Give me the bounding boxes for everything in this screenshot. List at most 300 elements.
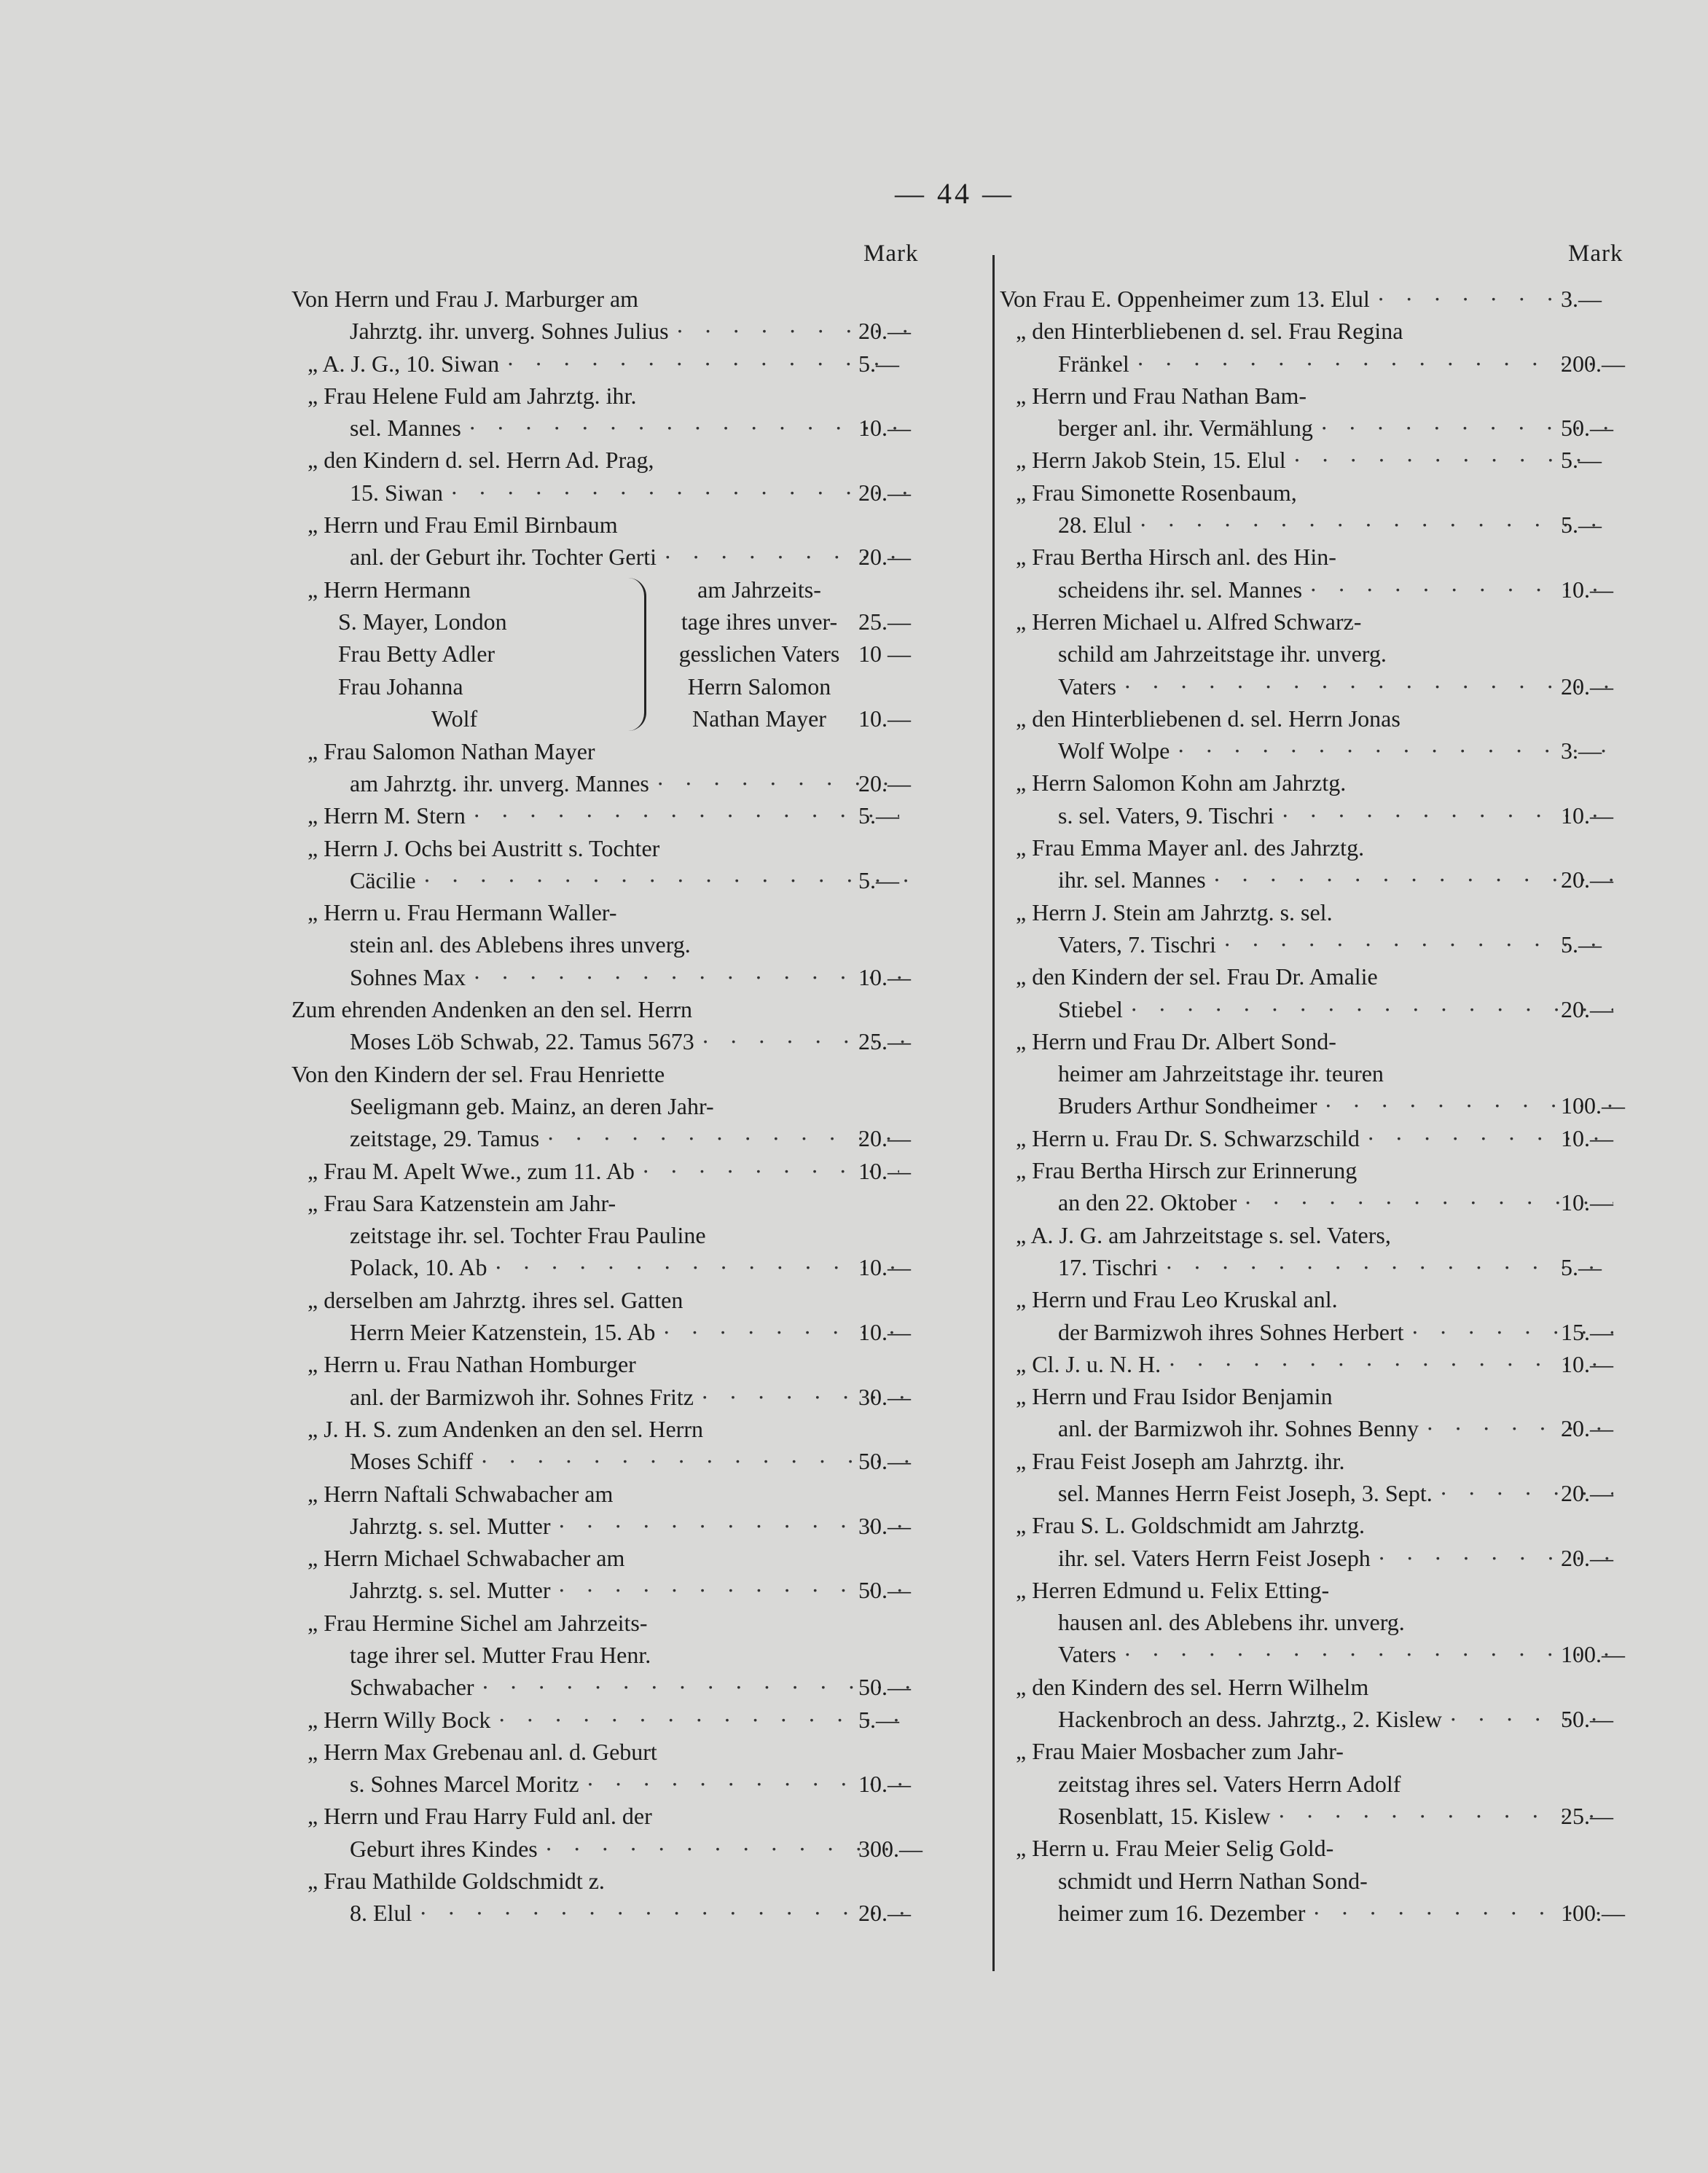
entry-text: Stiebel <box>1058 995 1123 1022</box>
entry-line <box>291 1381 911 1413</box>
amount: 50.— <box>858 1577 911 1604</box>
amount: 20.— <box>858 1125 911 1152</box>
entry-line <box>1000 606 1602 638</box>
amount: 20.— <box>1561 995 1613 1022</box>
amount: 5.— <box>858 866 899 893</box>
occasion-line: Herrn Salomon <box>687 673 831 700</box>
entry-line <box>291 928 911 960</box>
dot-leader <box>1286 444 1602 476</box>
entry-text: „ Frau Bertha Hirsch anl. des Hin- <box>1016 544 1336 571</box>
entry-text: Geburt ihres Kindes <box>350 1835 538 1862</box>
entry-text: „ Herrn Willy Bock <box>307 1706 491 1733</box>
amount: 100.— <box>1561 1641 1625 1668</box>
dot-leader <box>1237 1186 1613 1218</box>
entry-text: zeitstag ihres sel. Vaters Herrn Adolf <box>1058 1770 1401 1797</box>
entry-line <box>1000 1412 1613 1444</box>
dot-leader <box>416 864 911 896</box>
entry-line <box>291 412 911 444</box>
dot-leader <box>551 1510 912 1542</box>
amount: 50.— <box>1561 1706 1613 1733</box>
curly-brace <box>628 578 646 731</box>
entry-line <box>291 444 899 476</box>
amount: 25.— <box>858 608 911 635</box>
entry-line <box>1000 1509 1602 1541</box>
occasion-line: gesslichen Vaters <box>678 641 840 667</box>
donation-entry <box>1000 477 1656 541</box>
donation-entry <box>291 380 947 445</box>
group-name-line: Frau Johanna <box>338 673 463 700</box>
entry-text: Jahrztg. s. sel. Mutter <box>350 1512 551 1539</box>
amount: 10.— <box>1561 1189 1613 1216</box>
dot-leader <box>487 1251 911 1283</box>
donation-entry <box>291 444 947 509</box>
dot-leader <box>1129 348 1613 380</box>
donation-entry <box>291 1736 947 1801</box>
entry-text: „ A. J. G. am Jahrzeitstage s. sel. Vaters, <box>1016 1221 1391 1248</box>
entry-text: „ Frau Emma Mayer anl. des Jahrztg. <box>1016 834 1365 861</box>
amount: 10.— <box>858 1254 911 1281</box>
mark-column-header: Mark <box>863 240 919 267</box>
entry-text: anl. der Barmizwoh ihr. Sohnes Benny <box>1058 1415 1419 1442</box>
donation-group <box>291 573 947 735</box>
entry-text: Rosenblatt, 15. Kislew <box>1058 1802 1271 1829</box>
amount: 20.— <box>858 479 911 506</box>
entry-text: „ Herrn u. Frau Meier Selig Gold- <box>1016 1835 1334 1862</box>
dot-leader <box>461 412 911 444</box>
entry-text: „ Frau Feist Joseph am Jahrztg. ihr. <box>1016 1447 1345 1474</box>
entry-line <box>291 735 899 767</box>
entry-text: anl. der Barmizwoh ihr. Sohnes Fritz <box>350 1383 694 1410</box>
amount: 50.— <box>1561 415 1613 442</box>
entry-text: „ Frau Maier Mosbacher zum Jahr- <box>1016 1738 1344 1765</box>
donation-entry <box>1000 315 1656 380</box>
entry-line <box>291 477 911 509</box>
amount: 5.— <box>858 1706 899 1733</box>
donation-entry <box>291 1413 947 1478</box>
entry-text: „ Herren Edmund u. Felix Etting- <box>1016 1576 1330 1603</box>
donation-entry <box>1000 1122 1656 1154</box>
entry-line <box>291 1445 911 1477</box>
entry-line <box>1000 960 1602 992</box>
entry-line <box>1000 670 1613 702</box>
entry-line <box>291 509 899 541</box>
amount: 50.— <box>858 1448 911 1475</box>
donation-entry <box>291 509 947 573</box>
donation-entry <box>1000 831 1656 896</box>
entry-line <box>1000 444 1602 476</box>
mark-column-header: Mark <box>1568 240 1623 267</box>
dot-leader <box>1370 283 1555 315</box>
entry-text: Bruders Arthur Sondheimer <box>1058 1092 1317 1119</box>
entry-text: Herrn Meier Katzenstein, 15. Ab <box>350 1319 656 1346</box>
group-occasion <box>650 573 869 735</box>
donation-entry <box>1000 1509 1656 1574</box>
entry-line <box>1000 1057 1613 1089</box>
entry-text: Jahrztg. ihr. unverg. Sohnes Julius <box>350 318 669 345</box>
entry-text: der Barmizwoh ihres Sohnes Herbert <box>1058 1318 1404 1345</box>
entry-text: „ den Kindern d. sel. Herrn Ad. Prag, <box>307 447 654 474</box>
dot-leader <box>1132 509 1613 541</box>
amount: 20.— <box>858 770 911 796</box>
donation-entry <box>291 1800 947 1865</box>
amount: 5.— <box>1561 512 1602 539</box>
entry-text: „ den Kindern des sel. Herrn Wilhelm <box>1016 1673 1369 1700</box>
dot-leader <box>499 348 899 380</box>
amount: 30.— <box>858 1512 911 1539</box>
entry-text: 28. Elul <box>1058 512 1132 539</box>
entry-text: Zum ehrenden Andenken an den sel. Herrn <box>291 996 693 1023</box>
entry-line <box>291 1542 899 1574</box>
amount: 200.— <box>1561 350 1625 377</box>
entry-text: „ Herrn Max Grebenau anl. d. Geburt <box>307 1738 657 1765</box>
amount: 5.— <box>1561 447 1602 474</box>
entry-line <box>291 961 911 993</box>
entry-text: „ Frau Sara Katzenstein am Jahr- <box>307 1189 616 1216</box>
entry-text: schild am Jahrzeitstage ihr. unverg. <box>1058 641 1387 667</box>
group-name-line: Frau Betty Adler <box>338 641 495 667</box>
entry-text: „ Cl. J. u. N. H. <box>1016 1350 1161 1377</box>
entry-text: „ den Kindern der sel. Frau Dr. Amalie <box>1016 963 1378 990</box>
entry-text: „ Herrn Salomon Kohn am Jahrztg. <box>1016 770 1347 796</box>
amount: 10.— <box>858 1157 911 1184</box>
entry-line <box>291 1478 899 1510</box>
amount: 3.— <box>1561 737 1602 764</box>
donation-entry <box>1000 1219 1656 1284</box>
amount: 30.— <box>858 1383 911 1410</box>
entry-text: „ Herrn Michael Schwabacher am <box>307 1545 625 1572</box>
donation-entry <box>291 1155 947 1187</box>
entry-line <box>1000 1477 1613 1509</box>
entry-line <box>1000 767 1602 799</box>
entry-line <box>1000 1316 1613 1348</box>
amount: 5.— <box>1561 931 1602 958</box>
entry-text: „ Frau Salomon Nathan Mayer <box>307 737 595 764</box>
entry-line <box>1000 348 1625 380</box>
entry-line <box>1000 864 1613 896</box>
entry-line <box>291 1607 899 1639</box>
amount: 25.— <box>1561 1802 1613 1829</box>
donation-entry <box>1000 1735 1656 1832</box>
donation-entry <box>1000 896 1656 961</box>
entry-text: sel. Mannes Herrn Feist Joseph, 3. Sept. <box>1058 1479 1433 1506</box>
entry-text: „ Herrn M. Stern <box>307 802 466 829</box>
entry-line <box>291 799 899 831</box>
entry-text: tage ihrer sel. Mutter Frau Henr. <box>350 1641 651 1668</box>
dot-leader <box>1161 1348 1602 1380</box>
entry-line <box>1000 477 1602 509</box>
dot-leader <box>466 961 911 993</box>
entry-text: ihr. sel. Vaters Herrn Feist Joseph <box>1058 1544 1371 1571</box>
entry-text: Jahrztg. s. sel. Mutter <box>350 1577 551 1604</box>
entry-line <box>1000 831 1602 864</box>
entry-line <box>1000 1703 1613 1735</box>
entry-line <box>291 1090 911 1122</box>
amount: 20.— <box>858 1900 911 1927</box>
entry-text: am Jahrztg. ihr. unverg. Mannes <box>350 770 649 796</box>
donation-entry <box>1000 1574 1656 1671</box>
entry-line <box>291 380 899 412</box>
dot-leader <box>466 799 899 831</box>
entry-line <box>291 1510 911 1542</box>
donation-entry <box>291 1704 947 1736</box>
entry-line <box>1000 1897 1625 1929</box>
entry-line <box>1000 315 1602 347</box>
amount: 10.— <box>1561 1124 1613 1151</box>
donation-entry <box>1000 767 1656 831</box>
entry-text: „ Herrn u. Frau Dr. S. Schwarzschild <box>1016 1124 1360 1151</box>
amount: 15.— <box>1561 1318 1613 1345</box>
entry-text: „ Herrn und Frau Dr. Albert Sond- <box>1016 1027 1336 1054</box>
entry-line <box>1000 1735 1602 1767</box>
entry-text: „ Herrn Jakob Stein, 15. Elul <box>1016 447 1286 474</box>
entry-text: ihr. sel. Mannes <box>1058 866 1206 893</box>
amount: 10.— <box>1561 802 1613 829</box>
donation-entry <box>1000 541 1656 606</box>
group-name-line: Wolf <box>431 705 478 732</box>
entry-text: „ Herren Michael u. Alfred Schwarz- <box>1016 608 1362 635</box>
entry-text: „ Frau Bertha Hirsch zur Erinnerung <box>1016 1157 1358 1184</box>
entry-line <box>291 315 911 347</box>
amount: 10.— <box>858 963 911 990</box>
entry-line <box>291 1671 911 1703</box>
amount <box>858 573 939 606</box>
donation-entry <box>291 1865 947 1930</box>
entry-text: „ Herrn und Frau Emil Birnbaum <box>307 512 618 539</box>
entry-text: Vaters <box>1058 1641 1116 1668</box>
dot-leader <box>1158 1251 1613 1283</box>
amount: 5.— <box>1561 1253 1602 1280</box>
amount: 20.— <box>1561 866 1613 893</box>
amount: 3.— <box>1561 286 1602 312</box>
entry-text: Wolf Wolpe <box>1058 737 1170 764</box>
entry-line <box>291 1187 899 1219</box>
entry-text: Von Herrn und Frau J. Marburger am <box>291 286 639 312</box>
entry-text: 17. Tischri <box>1058 1253 1158 1280</box>
entry-line <box>1000 1832 1602 1864</box>
donation-entry <box>1000 1445 1656 1510</box>
donation-entry <box>291 993 947 1058</box>
entry-line <box>291 832 899 864</box>
entry-text: „ A. J. G., 10. Siwan <box>307 350 500 377</box>
entry-text: „ Frau M. Apelt Wwe., zum 11. Ab <box>307 1157 635 1184</box>
entry-text: Von Frau E. Oppenheimer zum 13. Elul <box>1000 286 1370 312</box>
entry-line <box>291 1025 911 1057</box>
occasion-line: tage ihres unver- <box>681 608 838 635</box>
donation-entry <box>291 735 947 800</box>
amount: 10.— <box>858 1771 911 1798</box>
entry-line <box>1000 1380 1602 1412</box>
amount: 10.— <box>858 415 911 442</box>
entry-line <box>291 1284 899 1316</box>
entry-text: anl. der Geburt ihr. Tochter Gerti <box>350 544 657 571</box>
donation-entry <box>291 799 947 831</box>
donation-entry <box>1000 606 1656 702</box>
dot-leader <box>1116 670 1613 702</box>
entry-line <box>1000 1186 1613 1218</box>
entry-text: heimer zum 16. Dezember <box>1058 1899 1306 1926</box>
entry-text: Seeligmann geb. Mainz, an deren Jahr- <box>350 1092 714 1119</box>
amount: 5.— <box>858 802 899 829</box>
entry-text: zeitstage, 29. Tamus <box>350 1125 540 1152</box>
amount: 300.— <box>858 1835 922 1862</box>
dot-leader <box>1206 864 1613 896</box>
amount: 20.— <box>1561 1544 1613 1571</box>
right-entries <box>1000 283 1656 1929</box>
donation-entry <box>291 1607 947 1704</box>
amount: 50.— <box>858 1674 911 1701</box>
dot-leader <box>539 1122 911 1154</box>
dot-leader <box>551 1574 912 1606</box>
dot-leader <box>490 1704 899 1736</box>
entry-line <box>291 1155 911 1187</box>
entry-text: stein anl. des Ablebens ihres unverg. <box>350 931 691 958</box>
entry-line <box>291 1897 911 1929</box>
dot-leader <box>473 1445 911 1477</box>
amount: 10 — <box>858 641 911 667</box>
amount: 20.— <box>858 544 911 571</box>
entry-text: „ Frau Hermine Sichel am Jahrzeits- <box>307 1609 648 1636</box>
entry-text: Schwabacher <box>350 1674 474 1701</box>
entry-text: „ Herrn u. Frau Hermann Waller- <box>307 899 617 926</box>
entry-line <box>1000 509 1613 541</box>
entry-text: „ Herrn u. Frau Nathan Homburger <box>307 1351 636 1378</box>
entry-text: „ Herrn J. Stein am Jahrztg. s. sel. <box>1016 898 1333 925</box>
entry-text: „ Herrn Naftali Schwabacher am <box>307 1480 614 1507</box>
entry-text: berger anl. ihr. Vermählung <box>1058 415 1313 442</box>
entry-text: Polack, 10. Ab <box>350 1254 487 1281</box>
entry-text: s. Sohnes Marcel Moritz <box>350 1771 579 1798</box>
entry-line <box>291 993 853 1025</box>
amount: 5.— <box>858 350 899 377</box>
amount: 10.— <box>858 705 911 732</box>
entry-line <box>291 1833 922 1865</box>
entry-line <box>1000 735 1613 767</box>
dot-leader <box>1123 993 1613 1025</box>
entry-line <box>291 283 853 315</box>
entry-text: Vaters, 7. Tischri <box>1058 931 1216 958</box>
entry-line <box>1000 1089 1625 1121</box>
donation-entry <box>291 832 947 897</box>
entry-text: 15. Siwan <box>350 479 443 506</box>
entry-line <box>1000 638 1613 670</box>
entry-line <box>291 1058 853 1090</box>
donation-entry <box>1000 1832 1656 1929</box>
donation-entry <box>291 1187 947 1284</box>
donation-entry <box>291 1478 947 1543</box>
entry-line <box>291 1574 911 1606</box>
entry-line <box>1000 1638 1625 1670</box>
entry-line <box>1000 380 1602 412</box>
donation-entry <box>1000 1154 1656 1219</box>
entry-line <box>1000 702 1602 735</box>
entry-text: s. sel. Vaters, 9. Tischri <box>1058 802 1274 829</box>
entry-line <box>1000 573 1613 606</box>
entry-text: „ derselben am Jahrztg. ihres sel. Gatten <box>307 1286 683 1313</box>
group-names <box>307 573 628 735</box>
entry-text: scheidens ihr. sel. Mannes <box>1058 576 1303 603</box>
entry-line <box>1000 1542 1613 1574</box>
donation-entry <box>1000 702 1656 767</box>
entry-text: Moses Schiff <box>350 1448 474 1475</box>
amount: 20.— <box>858 318 911 345</box>
donation-entry <box>1000 1025 1656 1122</box>
donation-entry <box>291 1284 947 1349</box>
entry-line <box>1000 1283 1602 1315</box>
entry-line <box>291 896 899 928</box>
amount: 20.— <box>1561 673 1613 700</box>
entry-line <box>1000 1865 1613 1897</box>
entry-text: Vaters <box>1058 673 1116 700</box>
entry-line <box>1000 541 1602 573</box>
amount: 100.— <box>1561 1092 1625 1119</box>
entry-text: Sohnes Max <box>350 963 466 990</box>
entry-line <box>1000 1154 1602 1186</box>
entry-line <box>1000 283 1602 315</box>
entry-text: „ den Hinterbliebenen d. sel. Herrn Jonas <box>1016 705 1401 732</box>
entry-text: „ Frau Simonette Rosenbaum, <box>1016 479 1297 506</box>
entry-line <box>1000 1606 1613 1638</box>
entry-line <box>1000 1251 1613 1283</box>
entry-line <box>291 1736 899 1768</box>
donation-entry <box>291 283 947 348</box>
donation-entry <box>291 1348 947 1413</box>
entry-line <box>291 1800 899 1832</box>
entry-line <box>291 1122 911 1154</box>
dot-leader <box>443 477 911 509</box>
entry-line <box>1000 1025 1602 1057</box>
donation-entry <box>1000 1671 1656 1736</box>
entry-line <box>291 1348 899 1380</box>
donation-entry <box>291 1058 947 1155</box>
amount: 10.— <box>1561 576 1613 603</box>
entry-text: Von den Kindern der sel. Frau Henriette <box>291 1060 665 1087</box>
amount: 20.— <box>1561 1479 1613 1506</box>
donation-entry <box>1000 1348 1656 1380</box>
occasion-line: Nathan Mayer <box>692 705 826 732</box>
entry-text: hausen anl. des Ablebens ihr. unverg. <box>1058 1609 1405 1636</box>
amount: 100.— <box>1561 1899 1625 1926</box>
entry-text: „ Herrn und Frau Harry Fuld anl. der <box>307 1803 652 1830</box>
entry-text: sel. Mannes <box>350 415 461 442</box>
entry-line <box>291 1639 911 1671</box>
dot-leader <box>538 1833 911 1865</box>
entry-line <box>291 541 911 573</box>
amount <box>858 670 939 702</box>
entry-line <box>291 1865 899 1897</box>
entry-text: „ Herrn J. Ochs bei Austritt s. Tochter <box>307 834 660 861</box>
donation-entry <box>291 896 947 993</box>
occasion-line: am Jahrzeits- <box>697 576 821 603</box>
entry-line <box>291 1219 911 1251</box>
column-divider <box>992 255 995 1971</box>
group-name-line: „ Herrn Hermann <box>307 576 471 603</box>
entry-text: „ Herrn und Frau Leo Kruskal anl. <box>1016 1286 1338 1313</box>
amount: 25.— <box>858 1028 911 1055</box>
group-amounts <box>858 573 939 735</box>
entry-line <box>1000 412 1613 444</box>
dot-leader <box>412 1897 911 1929</box>
entry-line <box>1000 1768 1613 1800</box>
donation-entry <box>291 348 947 380</box>
entry-line <box>1000 1348 1613 1380</box>
entry-line <box>1000 993 1613 1025</box>
entry-line <box>291 1251 911 1283</box>
donation-entry <box>1000 1283 1656 1348</box>
entry-line <box>1000 1671 1602 1703</box>
dot-leader <box>1216 928 1613 960</box>
entry-line <box>1000 1574 1602 1606</box>
entry-line <box>1000 799 1613 831</box>
